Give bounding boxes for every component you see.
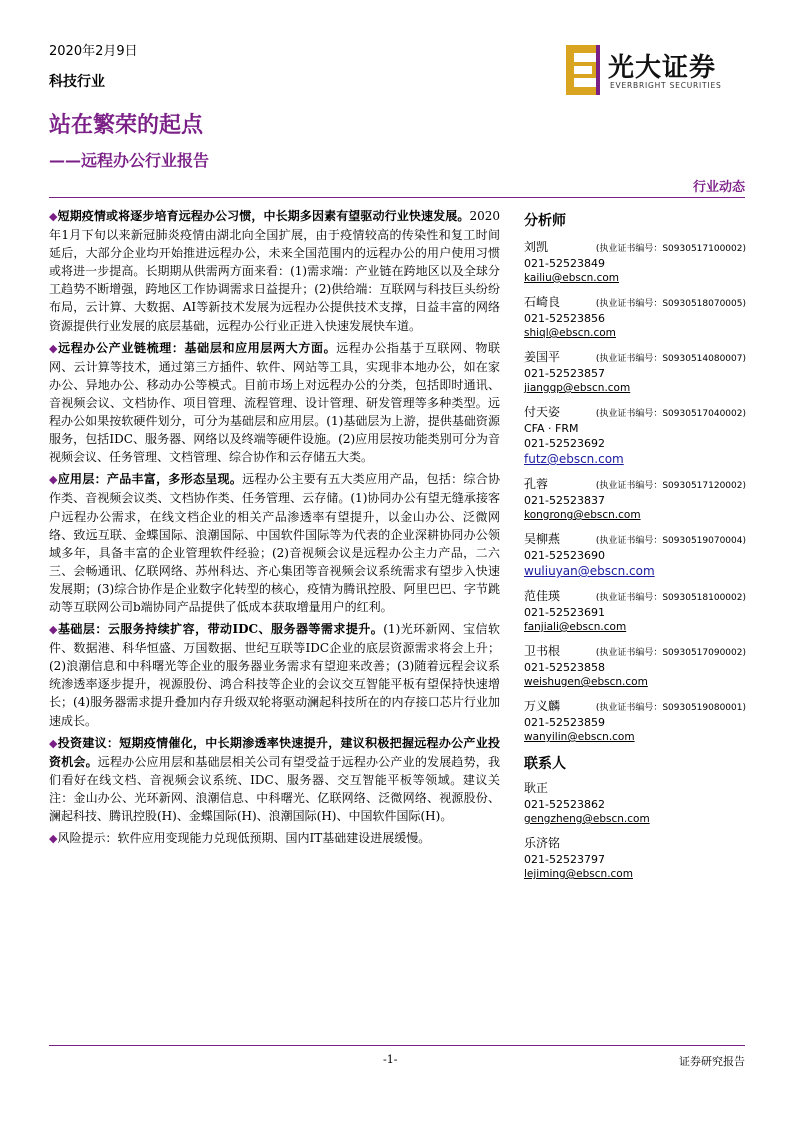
report-date: 2020年2月9日	[49, 44, 138, 59]
analyst-phone: 021-52523849	[524, 257, 605, 270]
analyst-phone: 021-52523837	[524, 494, 605, 507]
analyst-cert: (执业证书编号：S0930518070005)	[595, 299, 746, 309]
analyst-email-link[interactable]: shiql@ebscn.com	[524, 327, 616, 339]
logo-text-cn: 光大证券	[608, 53, 717, 83]
analyst-credentials: CFA · FRM	[524, 422, 579, 435]
analyst-email-link[interactable]: kongrong@ebscn.com	[524, 509, 641, 521]
analyst-name: 姜国平	[524, 350, 561, 364]
analyst-cert: (执业证书编号：S0930517090002)	[595, 648, 746, 658]
analyst-name: 吴柳燕	[524, 532, 561, 546]
analyst-cert: (执业证书编号：S0930518100002)	[595, 593, 746, 603]
paragraph-body: 风险提示：软件应用变现能力兑现低预期、国内IT基础建设进展缓慢。	[57, 831, 431, 846]
contact-card	[524, 779, 746, 825]
paragraph-lead: 应用层：产品丰富，多形态呈现。	[57, 472, 243, 487]
analyst-email-link[interactable]: weishugen@ebscn.com	[524, 676, 648, 688]
paragraph-body: 2020年1月下旬以来新冠肺炎疫情由湖北向全国扩展，由于疫情较高的传染性和复工时间延后，大部分企业均开始推进远程办公，未来全国范围内的远程办公的用户使用习惯或将进一步提高。长期期从供需两方面来看：(1)需求端：产业链在跨地区以及全球分工趋势不断增强，跨地区工作协调需求日益提升；(2)供给端：互联网与科技巨头纷纷布局，云计算、大数据、AI等新技术发展为远程办公提供技术支撑，日益丰富的网络资源提供行业发展的底层基础，远程办公行业正进入快速发展快车道。	[49, 209, 500, 333]
analyst-phone: 021-52523859	[524, 716, 605, 729]
analyst-card	[524, 348, 746, 394]
diamond-bullet-icon: ◆	[49, 623, 58, 637]
paragraph-body: 远程办公主要有五大类应用产品，包括：综合协作类、音视频会议类、文档协作类、任务管理、云存储。(1)协同办公有望无缝承接客户远程办公需求，在线文档企业的相关产品渗透率有望提升，以金山办公、泛微网络、致远互联、金蝶国际、浪潮国际、中国软件国际等为代表的企业深耕协同办公领域多年，具备丰富的企业管理软件经验；(2)音视频会议是远程办公主力产品，二六三、会畅通讯、亿联网络、苏州科达、齐心集团等音视频会议系统需求有望步入快速发展期；(3)综合协作是企业数字化转型的核心，疫情为腾讯控股、阿里巴巴、字节跳动等互联网公司b端协同产品提供了低成本获取增量用户的红利。	[49, 472, 500, 614]
contact-phone: 021-52523797	[524, 853, 605, 866]
analyst-card	[524, 587, 746, 633]
analyst-email-link[interactable]: futz@ebscn.com	[524, 452, 624, 466]
paragraph	[49, 470, 500, 616]
contact-email-link[interactable]: gengzheng@ebscn.com	[524, 813, 650, 825]
risk-paragraph	[49, 829, 500, 848]
analyst-card	[524, 403, 746, 466]
company-logo	[566, 45, 746, 95]
industry-label: 科技行业	[49, 74, 105, 90]
report-subtitle: ——远程办公行业报告	[49, 151, 210, 170]
page-number: -1-	[383, 1053, 398, 1066]
contact-name: 耿正	[524, 781, 549, 795]
analyst-name: 石崎良	[524, 295, 561, 309]
analyst-phone: 021-52523691	[524, 606, 605, 619]
report-body	[49, 207, 500, 852]
diamond-bullet-icon: ◆	[49, 210, 58, 223]
contact-card	[524, 834, 746, 880]
report-title: 站在繁荣的起点	[49, 113, 204, 138]
analyst-cert: (执业证书编号：S0930517120002)	[595, 481, 746, 491]
analyst-cert: (执业证书编号：S0930517040002)	[595, 409, 746, 419]
footer-divider	[49, 1045, 745, 1046]
paragraph-lead: 基础层：云服务持续扩容，带动IDC、服务器等需求提升。	[57, 622, 384, 637]
analyst-phone: 021-52523856	[524, 312, 605, 325]
analyst-cert: (执业证书编号：S0930519070004)	[595, 536, 746, 546]
paragraph	[49, 207, 500, 335]
paragraph	[49, 734, 500, 825]
analyst-name: 范佳瑛	[524, 589, 561, 603]
analyst-card	[524, 293, 746, 339]
analyst-cert: (执业证书编号：S0930517100002)	[595, 244, 746, 254]
logo-mark-icon	[566, 45, 604, 95]
paragraph	[49, 339, 500, 467]
logo-text-en: EVERBRIGHT SECURITIES	[610, 81, 722, 90]
paragraph-lead: 投资建议：短期疫情催化，中长期渗透率快速提升，建议积极把握远程办公产业投资机会。	[49, 735, 500, 769]
analyst-card	[524, 530, 746, 578]
paragraph	[49, 620, 500, 730]
analyst-card	[524, 642, 746, 688]
analyst-name: 孔蓉	[524, 477, 549, 491]
paragraph-lead: 远程办公产业链梳理：基础层和应用层两大方面。	[58, 340, 337, 355]
analyst-name: 刘凯	[524, 240, 549, 254]
analyst-card	[524, 238, 746, 284]
contact-heading: 联系人	[524, 756, 566, 772]
analyst-card	[524, 475, 746, 521]
footer-label: 证券研究报告	[679, 1055, 745, 1068]
diamond-bullet-icon: ◆	[49, 341, 59, 355]
diamond-bullet-icon: ◆	[49, 832, 58, 846]
diamond-bullet-icon: ◆	[49, 736, 58, 750]
analyst-name: 卫书根	[524, 644, 561, 658]
analyst-email-link[interactable]: kailiu@ebscn.com	[524, 272, 620, 284]
analyst-card	[524, 697, 746, 743]
sidebar	[524, 210, 746, 889]
doc-type-label: 行业动态	[692, 180, 745, 195]
paragraph-body: 远程办公应用层和基础层相关公司有望受益于远程办公产业的发展趋势，我们看好在线文档、音视频会议系统、IDC、服务器、交互智能平板等领域。建议关注：金山办公、光环新网、浪潮信息、中科曙光、亿联网络、泛微网络、视源股份、澜起科技、腾讯控股(H)、金蝶国际(H)、浪潮国际(H)、中国软件国际(H)。	[49, 754, 500, 823]
paragraph-body: (1)光环新网、宝信软件、数据港、科华恒盛、万国数据、世纪互联等IDC企业的底层资源需求将会上升；(2)浪潮信息和中科曙光等企业的服务器业务需求有望迎来改善；(3)随着远程会议系统渗透率逐步提升，视源股份、鸿合科技等企业的会议交互智能平板有望保持快速增长；(4)服务器需求提升叠加内存升级双轮将驱动澜起科技所在的内存接口芯片行业加速成长。	[49, 622, 501, 728]
analyst-email-link[interactable]: jianggp@ebscn.com	[524, 382, 631, 394]
analyst-email-link[interactable]: fanjiali@ebscn.com	[524, 621, 627, 633]
contact-phone: 021-52523862	[524, 798, 605, 811]
paragraph-lead: 短期疫情或将逐步培育远程办公习惯，中长期多因素有望驱动行业快速发展。	[57, 209, 470, 223]
paragraph-body: 远程办公指基于互联网、物联网、云计算等技术，通过第三方插件、软件、网站等工具，实现非本地办公，如在家办公、异地办公、移动办公等模式。目前市场上对远程办公的分类，包括即时通讯、音视频会议、文档协作、项目管理、流程管理、设计管理、研发管理等多种类型。远程办公如果按软硬件划分，可分为基础层和应用层。(1)基础层为上游，提供基础资源服务，包括IDC、服务器、网络以及终端等硬件设施。(2)应用层按功能类别可分为音视频会议、任务管理、文档管理、综合协作和云存储五大类。	[49, 340, 500, 465]
analyst-phone: 021-52523690	[524, 549, 605, 562]
contact-email-link[interactable]: lejiming@ebscn.com	[524, 868, 633, 880]
header-divider	[49, 197, 745, 198]
analyst-cert: (执业证书编号：S0930519080001)	[595, 703, 746, 713]
analyst-heading: 分析师	[524, 213, 566, 229]
contact-name: 乐济铭	[524, 836, 561, 850]
analyst-name: 付天姿	[524, 405, 561, 419]
analyst-email-link[interactable]: wuliuyan@ebscn.com	[524, 564, 655, 578]
analyst-cert: (执业证书编号：S0930514080007)	[595, 354, 746, 364]
analyst-phone: 021-52523692	[524, 437, 605, 450]
analyst-phone: 021-52523858	[524, 661, 605, 674]
diamond-bullet-icon: ◆	[49, 473, 58, 487]
analyst-name: 万义麟	[524, 699, 561, 713]
analyst-email-link[interactable]: wanyilin@ebscn.com	[524, 731, 635, 743]
analyst-phone: 021-52523857	[524, 367, 605, 380]
